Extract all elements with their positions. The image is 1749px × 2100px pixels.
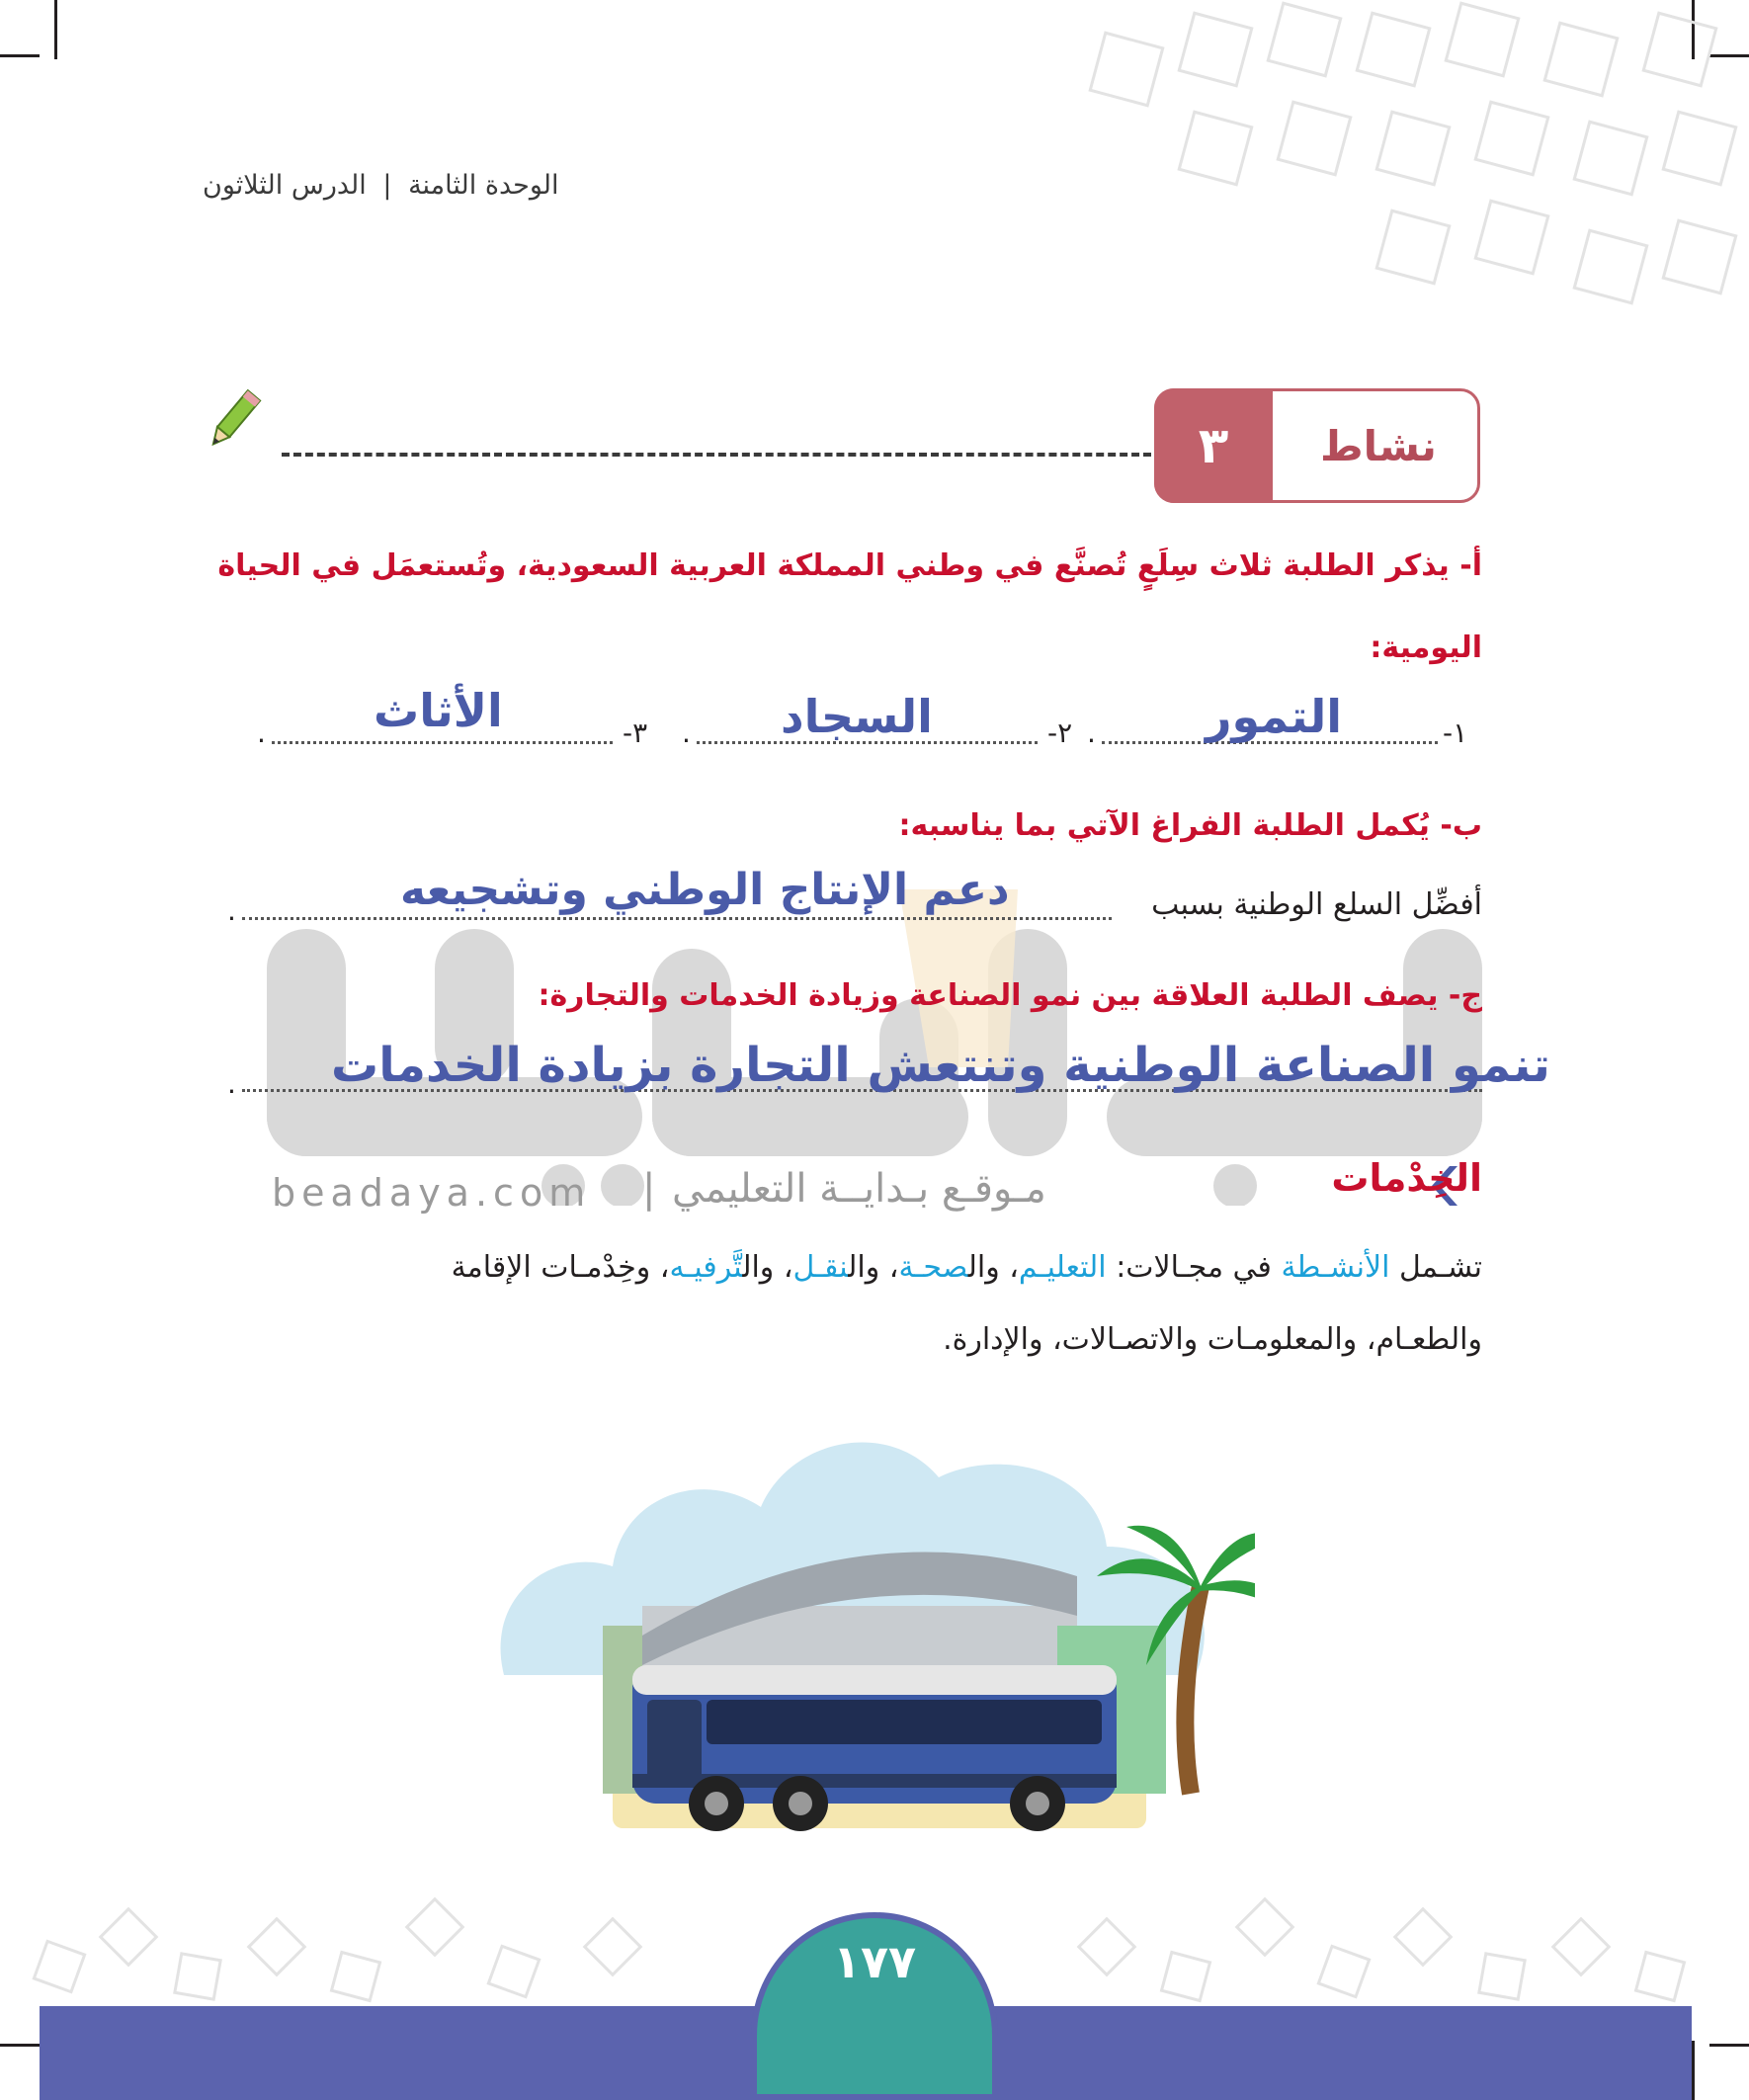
lesson-header xyxy=(203,170,716,201)
answer-line-b xyxy=(242,917,1112,920)
crop-mark xyxy=(54,0,57,59)
text-segment: ، وال xyxy=(742,1250,793,1285)
period: . xyxy=(682,716,691,749)
watermark-separator: | xyxy=(642,1166,656,1212)
activity-label: نشاط xyxy=(1320,421,1437,470)
highlight-health: صحـة xyxy=(898,1250,968,1285)
watermark-url: beadaya.com xyxy=(272,1171,592,1215)
answer-3: الأثاث xyxy=(374,684,503,737)
crop-mark xyxy=(1709,2044,1749,2047)
question-a-line1: أ- يذكر الطلبة ثلاث سِلَعٍ تُصنَّع في وطني المملكة العربية السعودية، وتُستعمَل في الحياة xyxy=(217,548,1482,583)
highlight-transport: نقـل xyxy=(792,1250,849,1285)
activity-number: ٣ xyxy=(1154,388,1273,503)
section-title-services: الخِدْمات xyxy=(1331,1156,1482,1200)
answer-c: تنمو الصناعة الوطنية وتنتعش التجارة بزيادة الخدمات xyxy=(331,1038,1550,1093)
question-b-prompt: ب- يُكمل الطلبة الفراغ الآتي بما يناسبه: xyxy=(898,808,1482,843)
text-segment: ، وال xyxy=(967,1250,1019,1285)
highlight-entertainment: تَّرفيـه xyxy=(669,1250,743,1285)
answer-b: دعم الإنتاج الوطني وتشجيعه xyxy=(400,865,1010,915)
period: . xyxy=(1087,716,1096,749)
lesson-label: الدرس الثلاثون xyxy=(203,170,367,201)
period: . xyxy=(227,1067,236,1100)
text-segment: في مجـالات: xyxy=(1106,1250,1282,1285)
highlight-education: التعليـم xyxy=(1018,1250,1107,1285)
crop-mark xyxy=(0,54,40,57)
answer-1: التمور xyxy=(1206,690,1342,743)
watermark-site-name: مـوقـع بـدايــة التعليمي xyxy=(672,1166,1046,1212)
item-number-3: ٣- xyxy=(623,716,648,749)
period: . xyxy=(227,894,236,927)
highlight-activities: الأنشـطة xyxy=(1281,1250,1390,1285)
question-a-line2: اليومية: xyxy=(1370,630,1482,665)
crop-mark xyxy=(1692,2041,1695,2100)
answer-2: السجاد xyxy=(781,690,933,743)
text-segment: ، وال xyxy=(848,1250,899,1285)
decorative-pattern xyxy=(1057,0,1749,356)
services-paragraph-line2: والطعـام، والمعلومـات والاتصـالات، والإدارة. xyxy=(943,1322,1482,1357)
answer-line-3 xyxy=(272,741,613,744)
crop-mark xyxy=(0,2044,40,2047)
header-separator: | xyxy=(382,170,392,201)
page-number: ١٧٧ xyxy=(832,1935,917,1988)
item-number-1: ١- xyxy=(1443,716,1468,749)
bus-station-illustration xyxy=(464,1379,1255,1843)
dashed-divider xyxy=(282,453,1151,457)
question-b-sentence: أفضِّل السلع الوطنية بسبب xyxy=(1151,887,1482,922)
period: . xyxy=(257,716,266,749)
pencil-icon xyxy=(198,385,267,455)
item-number-2: ٢- xyxy=(1047,716,1073,749)
text-segment: تشـمل xyxy=(1389,1250,1482,1285)
text-segment: ، وخِدْمـات الإقامة xyxy=(451,1250,670,1285)
unit-label: الوحدة الثامنة xyxy=(408,170,559,201)
services-paragraph-line1 xyxy=(198,1250,1482,1285)
question-c-prompt: ج- يصف الطلبة العلاقة بين نمو الصناعة وزيادة الخدمات والتجارة: xyxy=(538,978,1482,1013)
